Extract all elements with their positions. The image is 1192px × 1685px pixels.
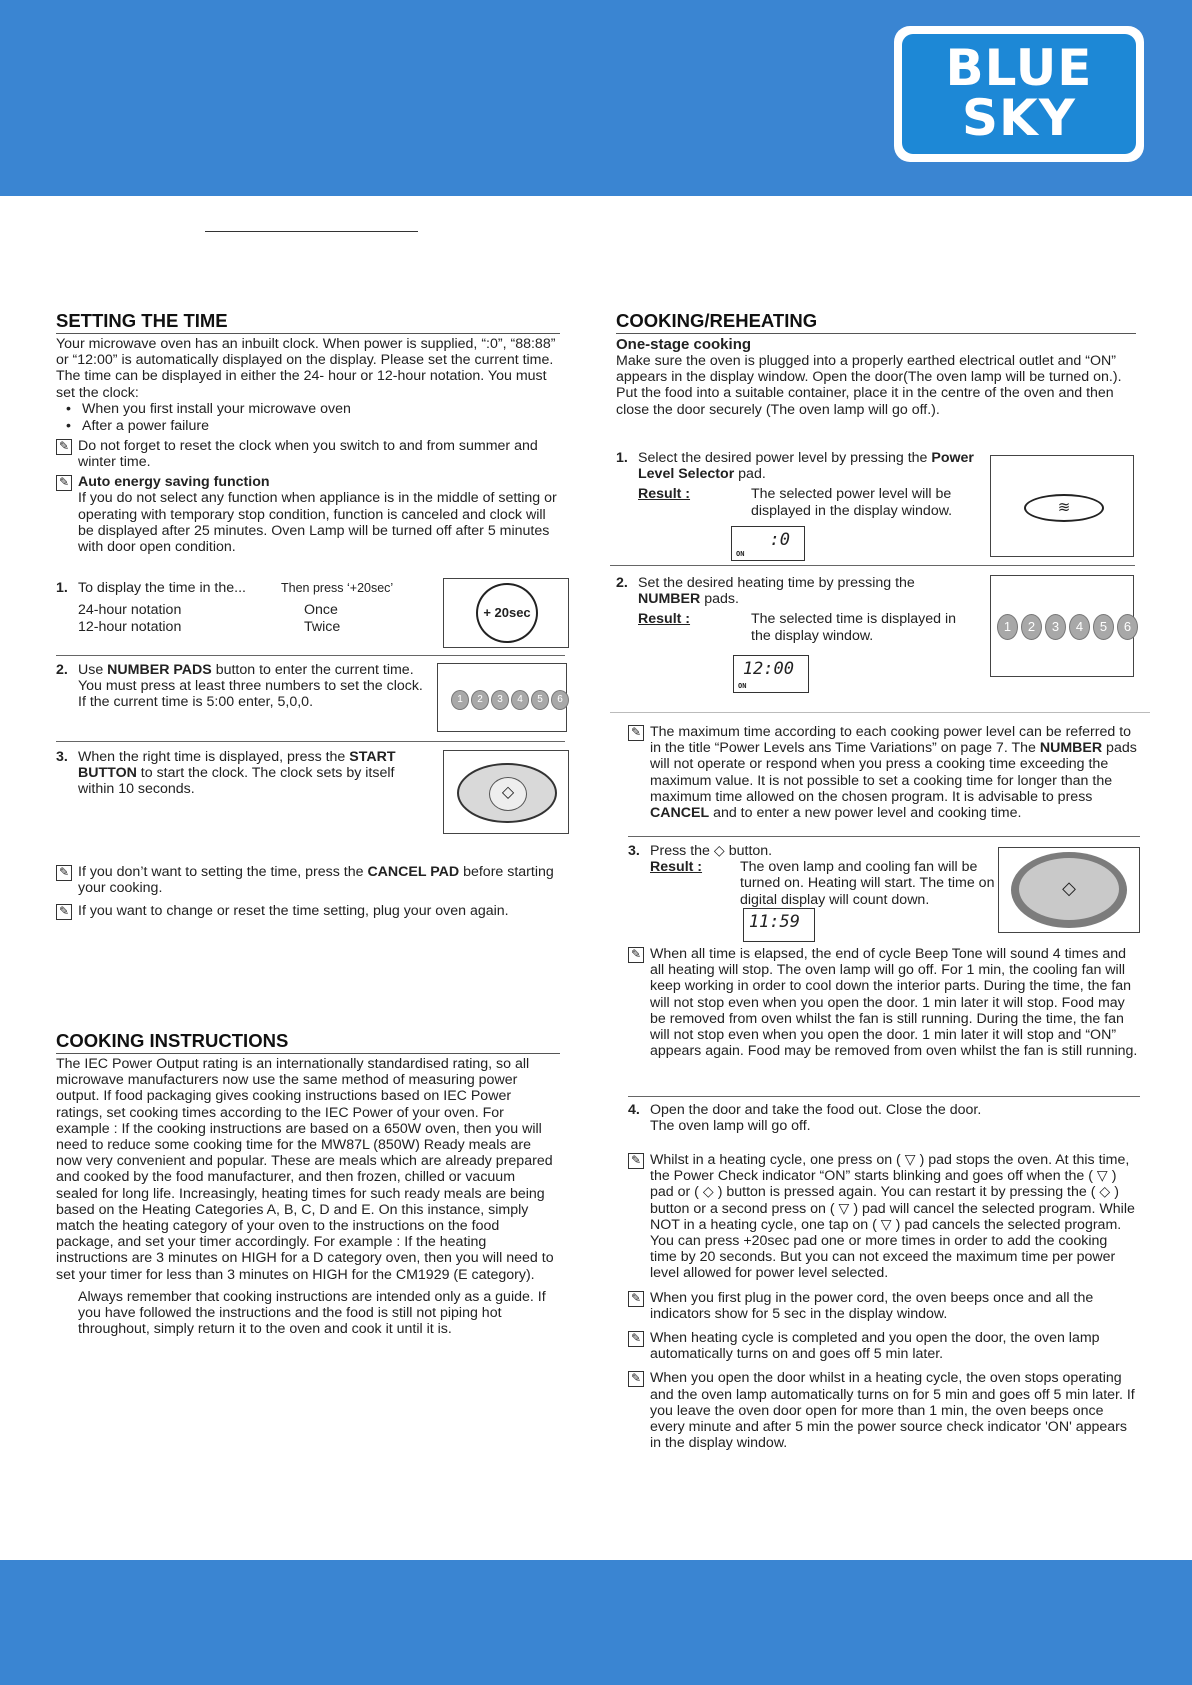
note-text: When you first plug in the power cord, the oven beeps once and all the indicators show for 5 sec in the display window.	[650, 1289, 1094, 1322]
one-stage-subtitle: One-stage cooking	[616, 336, 752, 353]
note-text: pads will not operate or respond when you press a cooking time exceeding the maximum value. It is not possible to set a cooking time for longer than the maximum time allowed on the chosen program. It is advisable to press	[650, 740, 1137, 805]
power-level-image	[990, 455, 1134, 557]
note-icon: ✎	[628, 1371, 644, 1387]
step-3	[628, 843, 998, 859]
note-text-bold: NUMBER	[1039, 740, 1103, 757]
note-icon: ✎	[628, 1331, 644, 1347]
note-text-bold: CANCEL PAD	[367, 864, 460, 880]
step-result	[638, 611, 976, 643]
set-time-step-1	[56, 580, 436, 636]
note-summer-time	[56, 438, 560, 470]
cooking-instructions	[56, 1030, 560, 1337]
step-2	[56, 662, 428, 711]
note-text: When all time is elapsed, the end of cycle Beep Tone will sound 4 times and all heating will stop. The oven lamp will go off. For 1 min, the cooling fan will keep working in order to cool down the interior parts. During the time, the fan will not stop even when you open the door. 1 min later it will stop. Food may be removed from oven whilst the fan is still running. During the time, the fan will not stop even when you open the door. 1 min later it will stop and “ON” appears again. Food may be removed from oven whilst the fan is still running.	[650, 946, 1138, 1060]
note-text: Do not forget to reset the clock when you switch to and from summer and winter time.	[78, 437, 538, 471]
cook-step-1	[616, 450, 976, 519]
number-pad: 3	[1045, 614, 1066, 640]
step-1	[616, 450, 976, 482]
step-text: Set the desired heating time by pressing the	[638, 575, 915, 591]
step-number: 2.	[56, 662, 68, 678]
lcd-on: ON	[736, 550, 745, 558]
note-auto-energy	[56, 474, 560, 555]
number-pads-image	[437, 663, 567, 732]
note-text: If you don’t want to setting the time, press the	[78, 864, 368, 880]
footer-band	[0, 1560, 1192, 1685]
note-icon: ✎	[56, 865, 72, 881]
step-text: Use	[78, 662, 108, 678]
left-notes	[56, 864, 566, 920]
notation-row	[56, 602, 436, 619]
note-text: When heating cycle is completed and you open the door, the oven lamp automatically turns on and goes off 5 min later.	[650, 1330, 1100, 1363]
auto-energy-text: If you do not select any function when appliance is in the middle of setting or operating with temporary stop condition, function is canceled and clock will be displayed after 25 minutes. Oven Lamp will be turned off after 5 minutes with door open condition.	[78, 490, 557, 556]
note-cancel-pad	[56, 864, 566, 896]
note-plug	[628, 1290, 1138, 1322]
step-text-bold: START BUTTON	[78, 749, 396, 782]
bullet-item: • After a power failure	[56, 418, 560, 435]
lcd-on: ON	[738, 682, 747, 690]
lcd-value: :0	[769, 530, 790, 550]
note-text: before starting your cooking.	[78, 864, 554, 897]
step-text: Select the desired power level by pressing the	[638, 450, 932, 466]
step-text: to start the clock. The clock sets by itself within 10 seconds.	[78, 765, 395, 798]
setting-time-title: SETTING THE TIME	[56, 310, 560, 334]
step-number: 3.	[628, 843, 640, 859]
cook-step-4	[628, 1102, 998, 1134]
step-text: pad.	[734, 466, 766, 483]
number-pad: 1	[451, 690, 469, 710]
notation-presses: Once	[304, 602, 338, 619]
note-reset-time	[56, 903, 566, 919]
number-pad: 4	[511, 690, 529, 710]
step-number: 2.	[616, 575, 628, 591]
step-text-bold: NUMBER	[638, 591, 701, 608]
bullet-item: • When you first install your microwave oven	[56, 401, 560, 418]
start-button-face	[1019, 858, 1119, 920]
step-number: 1.	[616, 450, 628, 466]
lcd-value: 11:59	[748, 912, 800, 932]
step-text: Press the ◇ button.	[650, 843, 773, 859]
notation-row	[56, 619, 436, 636]
note-icon: ✎	[56, 904, 72, 920]
right-column	[616, 310, 1136, 418]
cook-step-3	[628, 843, 998, 908]
header-rule	[205, 231, 418, 232]
step-result	[638, 486, 976, 518]
note-text: The maximum time according to each cooking power level can be referred to in the title “Power Levels ans Time Variations” on page 7. The	[650, 724, 1132, 757]
note-max-time	[628, 724, 1138, 821]
start-icon: ◇	[489, 777, 527, 811]
note-completed	[628, 1330, 1138, 1362]
start-button-image	[443, 750, 569, 834]
brand-line2: SKY	[962, 89, 1076, 147]
right-notes	[628, 1152, 1138, 1451]
step-text-bold: Power Level Selector	[638, 450, 974, 483]
note	[628, 724, 1138, 821]
step-text: button to enter the current time. You must press at least three numbers to set the clock. If the current time is 5:00 enter, 5,0,0.	[78, 662, 423, 711]
result-text: The selected power level will be displayed in the display window.	[751, 486, 953, 519]
step-text: Open the door and take the food out. Close the door. The oven lamp will go off.	[650, 1102, 982, 1135]
note-whilst	[628, 1152, 1138, 1282]
start-button-image	[998, 847, 1140, 933]
step-4	[628, 1102, 998, 1134]
brand-logo	[894, 26, 1144, 162]
result-text: The selected time is displayed in the display window.	[751, 611, 957, 644]
notation-label: 12-hour notation	[78, 619, 182, 636]
cooking-instructions-remember: Always remember that cooking instructions are intended only as a guide. If you have followed the instructions and the food is still not piping hot throughout, simply return it to the oven and cook it until it is.	[78, 1288, 546, 1338]
brand-line1: BLUE	[945, 39, 1093, 97]
number-pad: 6	[551, 690, 569, 710]
lcd-display	[733, 655, 809, 693]
notation-presses: Twice	[304, 619, 341, 636]
note-text: and to enter a new power level and cooking time.	[709, 805, 1022, 822]
note-icon: ✎	[628, 947, 644, 963]
note-text: If you want to change or reset the time setting, plug your oven again.	[78, 903, 509, 920]
number-pad: 4	[1069, 614, 1090, 640]
note	[628, 946, 1138, 1059]
power-level-icon: ≋	[1024, 494, 1104, 522]
cooking-reheating-title: COOKING/REHEATING	[616, 310, 1136, 334]
result-label: Result :	[650, 859, 703, 876]
plus-20sec-button: + 20sec	[476, 583, 538, 643]
auto-energy-title: Auto energy saving function	[78, 474, 270, 491]
number-pad: 3	[491, 690, 509, 710]
step-text: pads.	[700, 591, 739, 608]
step-text-bold: NUMBER PADS	[107, 662, 212, 678]
notation-label: 24-hour notation	[78, 602, 182, 619]
number-pad: 5	[531, 690, 549, 710]
divider	[628, 1096, 1140, 1097]
note-text: Whilst in a heating cycle, one press on ( ▽ ) pad stops the oven. At this time, the Power Check indicator “ON” starts blinking and goes off when the ( ▽ ) pad or ( ◇ ) button is pressed again. You can restart it by pressing the ( ◇ ) button or a second press on ( ▽ ) pad will cancel the selected program. While NOT in a heating cycle, one tap on ( ▽ ) pad cancels the selected program. You can press +20sec pad one or more times in order to add the cooking time by 20 seconds. But you can not exceed the maximum time per power level allowed for power level selected.	[650, 1152, 1135, 1282]
brand-logo-inner	[902, 34, 1136, 154]
note-icon: ✎	[628, 1153, 644, 1169]
number-pad: 1	[997, 614, 1018, 640]
set-time-step-2	[56, 662, 428, 711]
divider	[610, 712, 1150, 713]
number-pads-image	[990, 575, 1134, 677]
number-pad: 5	[1093, 614, 1114, 640]
lcd-display	[743, 908, 815, 942]
divider	[610, 565, 1135, 566]
note-open-door	[628, 1370, 1138, 1451]
step-number: 3.	[56, 749, 68, 765]
step-number: 4.	[628, 1102, 640, 1118]
note-text: When you open the door whilst in a heating cycle, the oven stops operating and the oven lamp automatically turns on for 5 min and goes off 5 min later. If you leave the oven door open for more than 1 min, the oven beeps once every minute and after 5 min the power source check indicator 'ON' appears in the display window.	[650, 1370, 1135, 1452]
step-text: When the right time is displayed, press the	[78, 749, 350, 765]
setting-time-intro: Your microwave oven has an inbuilt clock. When power is supplied, “:0”, “88:88” or “12:00” is automatically displayed on the display. Please set the current time. The time can be displayed in either the 24- hour or 12-hour notation. You must set the clock:	[56, 336, 556, 401]
note-elapsed	[628, 946, 1138, 1059]
note-icon: ✎	[628, 1291, 644, 1307]
number-pads	[451, 689, 571, 710]
cooking-instructions-body: The IEC Power Output rating is an internationally standardised rating, so all microwave manufacturers now use the same method of measuring power output. If food packaging gives cooking instructions based on IEC Power ratings, set cooking times according to the IEC Power of your oven. For example : If the cooking instructions are based on a 650W oven, then you will need to reduce some cooking time for the MW87L (850W) Ready meals are now very convenient and popular. These are meals which are already prepared and cooked by the food manufacturer, and then frozen, chilled or vacuum sealed for long life. Increasingly, heating times for such ready meals are being based on the Heating Categories A, B, C, D and E. On this instance, simply match the heating category of your oven to the instructions on the food package, and set your timer accordingly. For example : If the heating instructions are 3 minutes on HIGH for a D category oven, then you will need to set your timer for less than 3 minutes on HIGH for the CM1929 (E category).	[56, 1056, 554, 1283]
divider	[628, 836, 1140, 837]
step-2	[616, 575, 976, 607]
step-number: 1.	[56, 580, 68, 596]
result-label: Result :	[638, 611, 691, 628]
note-icon: ✎	[56, 439, 72, 455]
cooking-instructions-title: COOKING INSTRUCTIONS	[56, 1030, 560, 1054]
lcd-value: 12:00	[742, 659, 794, 679]
then-press-label: Then press ‘+20sec’	[281, 581, 394, 595]
result-text: The oven lamp and cooling fan will be turned on. Heating will start. The time on digital display will count down.	[740, 859, 995, 908]
cooking-intro: Make sure the oven is plugged into a properly earthed electrical outlet and “ON” appears in the display window. Open the door(The oven lamp will be turned on.). Put the food into a suitable container, place it in the centre of the oven and then close the door securely (The oven lamp will go off.).	[616, 353, 1122, 418]
start-button-outer	[1011, 852, 1127, 928]
plus20-image	[443, 578, 569, 648]
note-icon: ✎	[56, 475, 72, 491]
divider	[56, 741, 565, 742]
note-icon: ✎	[628, 725, 644, 741]
set-time-step-3	[56, 749, 426, 798]
note-text-bold: CANCEL	[650, 805, 710, 822]
start-button-outer	[457, 763, 557, 823]
left-column	[56, 310, 560, 555]
lcd-display	[731, 526, 805, 561]
number-pad: 2	[471, 690, 489, 710]
step-result	[650, 859, 998, 908]
result-label: Result :	[638, 486, 691, 503]
divider	[56, 655, 565, 656]
number-pad: 6	[1117, 614, 1138, 640]
step-text: To display the time in the...	[78, 580, 246, 596]
cook-step-2	[616, 575, 976, 644]
start-icon: ◇	[1062, 878, 1076, 898]
number-pad: 2	[1021, 614, 1042, 640]
step-3	[56, 749, 426, 798]
step-1	[56, 580, 436, 596]
number-pads	[997, 614, 1141, 640]
